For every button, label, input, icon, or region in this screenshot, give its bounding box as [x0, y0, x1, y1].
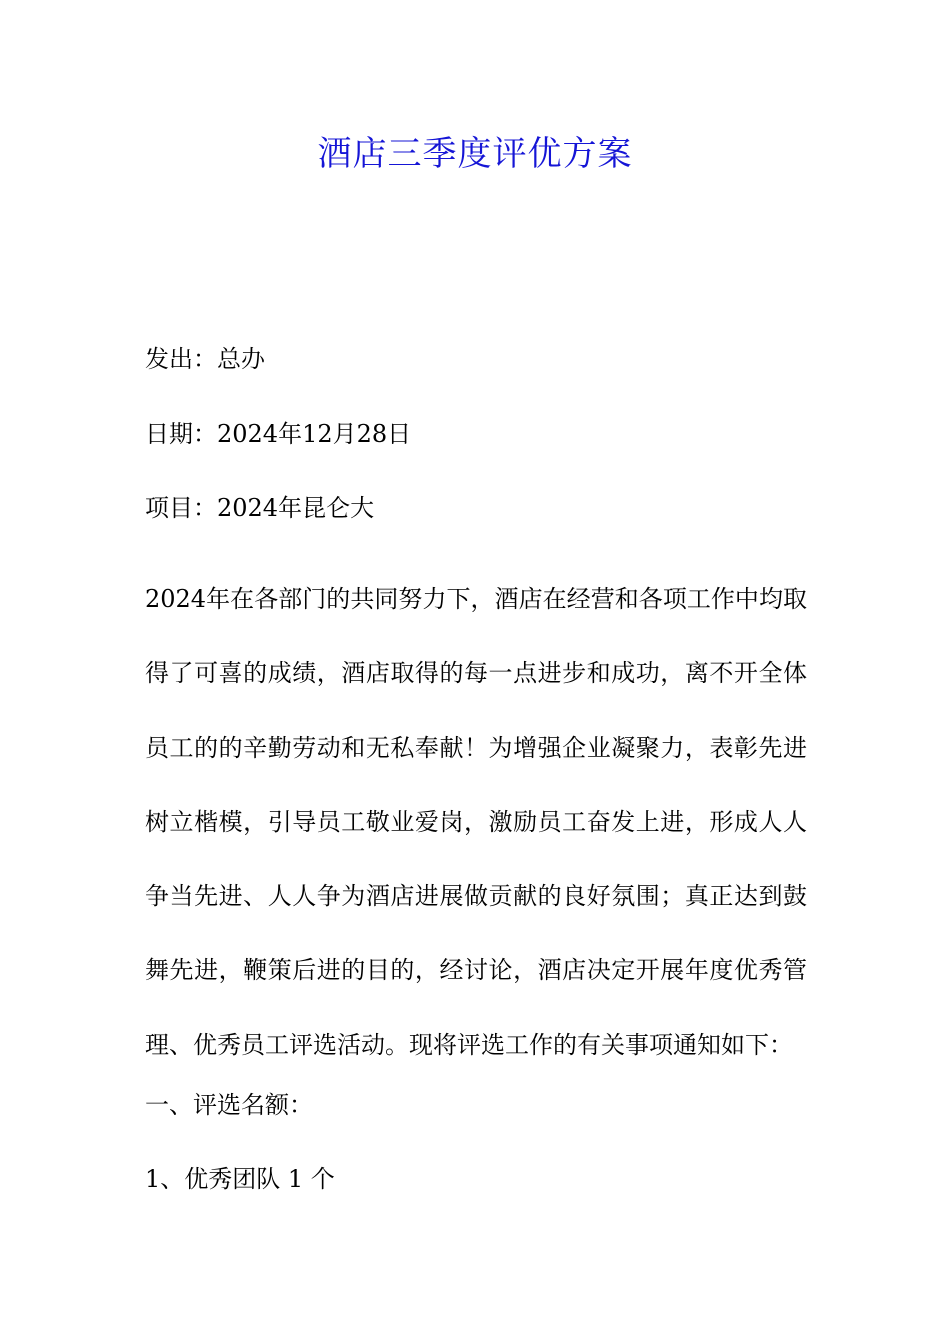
project-line: 项目：2024年昆仑大: [145, 494, 375, 522]
issuer-line: 发出：总办: [145, 345, 265, 373]
list-item: 1、优秀团队 1 个: [145, 1165, 335, 1193]
section-heading: 一、评选名额：: [145, 1091, 313, 1119]
body-paragraph: 2024年在各部门的共同努力下，酒店在经营和各项工作中均取得了可喜的成绩，酒店取得的每一点进步和成功，离不开全体员工的的辛勤劳动和无私奉献！为增强企业凝聚力，表彰先进树立楷模，引导员工敬业爱岗，激励员工奋发上进，形成人人争当先进、人人争为酒店进展做贡献的良好氛围；真正达到鼓舞先进，鞭策后进的目的，经讨论，酒店决定开展年度优秀管理、优秀员工评选活动。现将评选工作的有关事项通知如下：: [145, 585, 807, 1059]
document-title: 酒店三季度评优方案: [317, 134, 633, 174]
date-line: 日期：2024年12月28日: [145, 420, 412, 448]
